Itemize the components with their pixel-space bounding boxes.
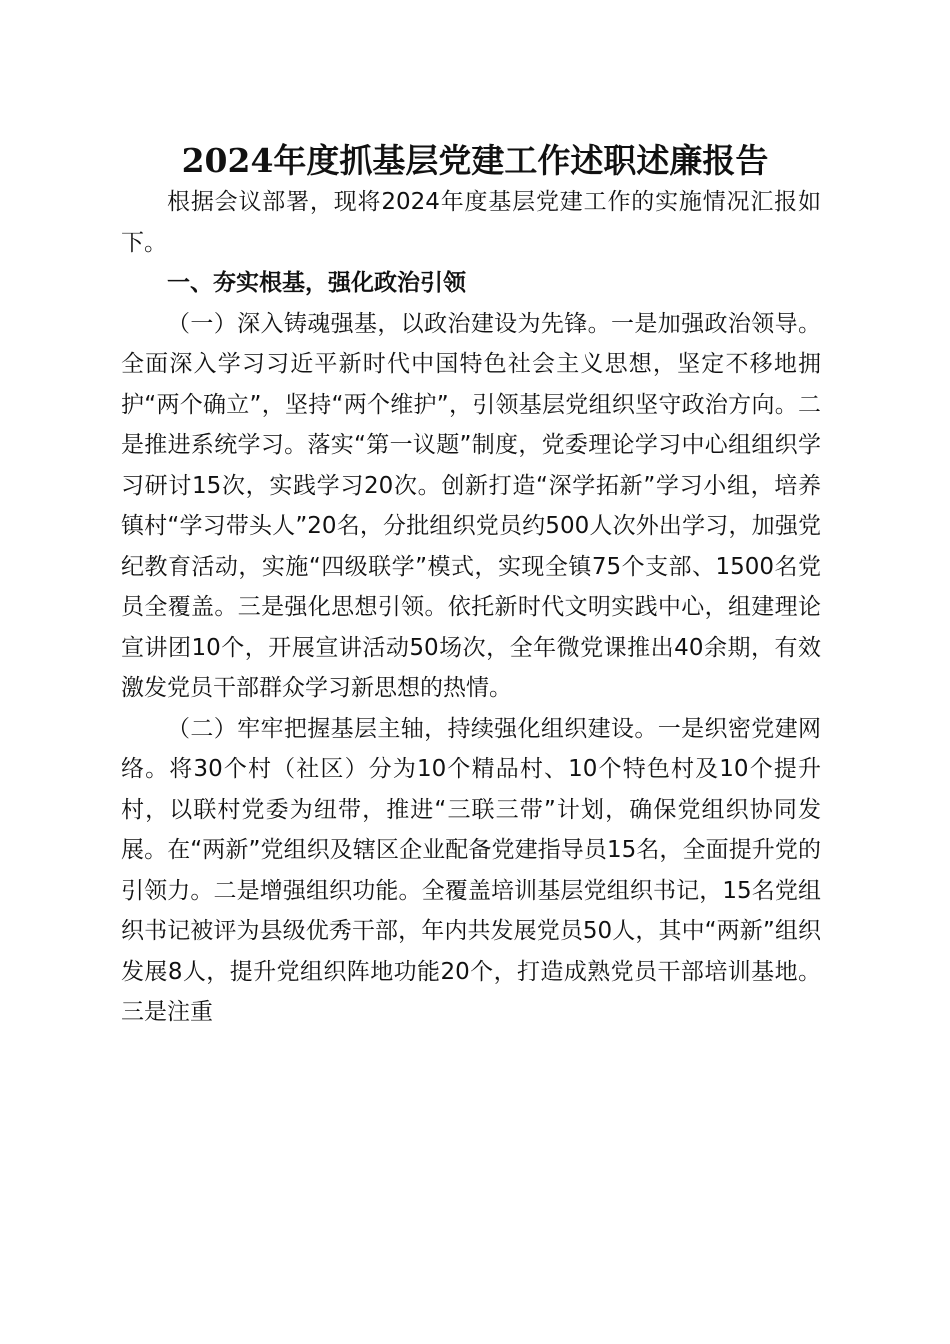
body-paragraph-2: （二）牢牢把握基层主轴，持续强化组织建设。一是织密党建网络。将30个村（社区）分为10个精品村、10个特色村及10个提升村，以联村党委为纽带，推进“三联三带”计划，确保党组织协同发展。在“两新”党组织及辖区企业配备党建指导员15名，全面提升党的引领力。二是增强组织功能。全覆盖培训基层党组织书记，15名党组织书记被评为县级优秀干部，年内共发展党员50人，其中“两新”组织发展8人，提升党组织阵地功能20个，打造成熟党员干部培训基地。三是注重 bbox=[121, 715, 821, 1025]
document-title: 2024年度抓基层党建工作述职述廉报告 bbox=[181, 141, 769, 180]
intro-paragraph: 根据会议部署，现将2024年度基层党建工作的实施情况汇报如下。 bbox=[121, 189, 821, 256]
document-body bbox=[121, 182, 821, 1033]
section-heading-1: 一、夯实根基，强化政治引领 bbox=[167, 270, 466, 296]
body-paragraph-1: （一）深入铸魂强基，以政治建设为先锋。一是加强政治领导。全面深入学习习近平新时代中国特色社会主义思想，坚定不移地拥护“两个确立”，坚持“两个维护”，引领基层党组织坚守政治方向。二是推进系统学习。落实“第一议题”制度，党委理论学习中心组组织学习研讨15次，实践学习20次。创新打造“深学拓新”学习小组，培养镇村“学习带头人”20名，分批组织党员约500人次外出学习，加强党纪教育活动，实施“四级联学”模式，实现全镇75个支部、1500名党员全覆盖。三是强化思想引领。依托新时代文明实践中心，组建理论宣讲团10个，开展宣讲活动50场次，全年微党课推出40余期，有效激发党员干部群众学习新思想的热情。 bbox=[121, 310, 821, 701]
